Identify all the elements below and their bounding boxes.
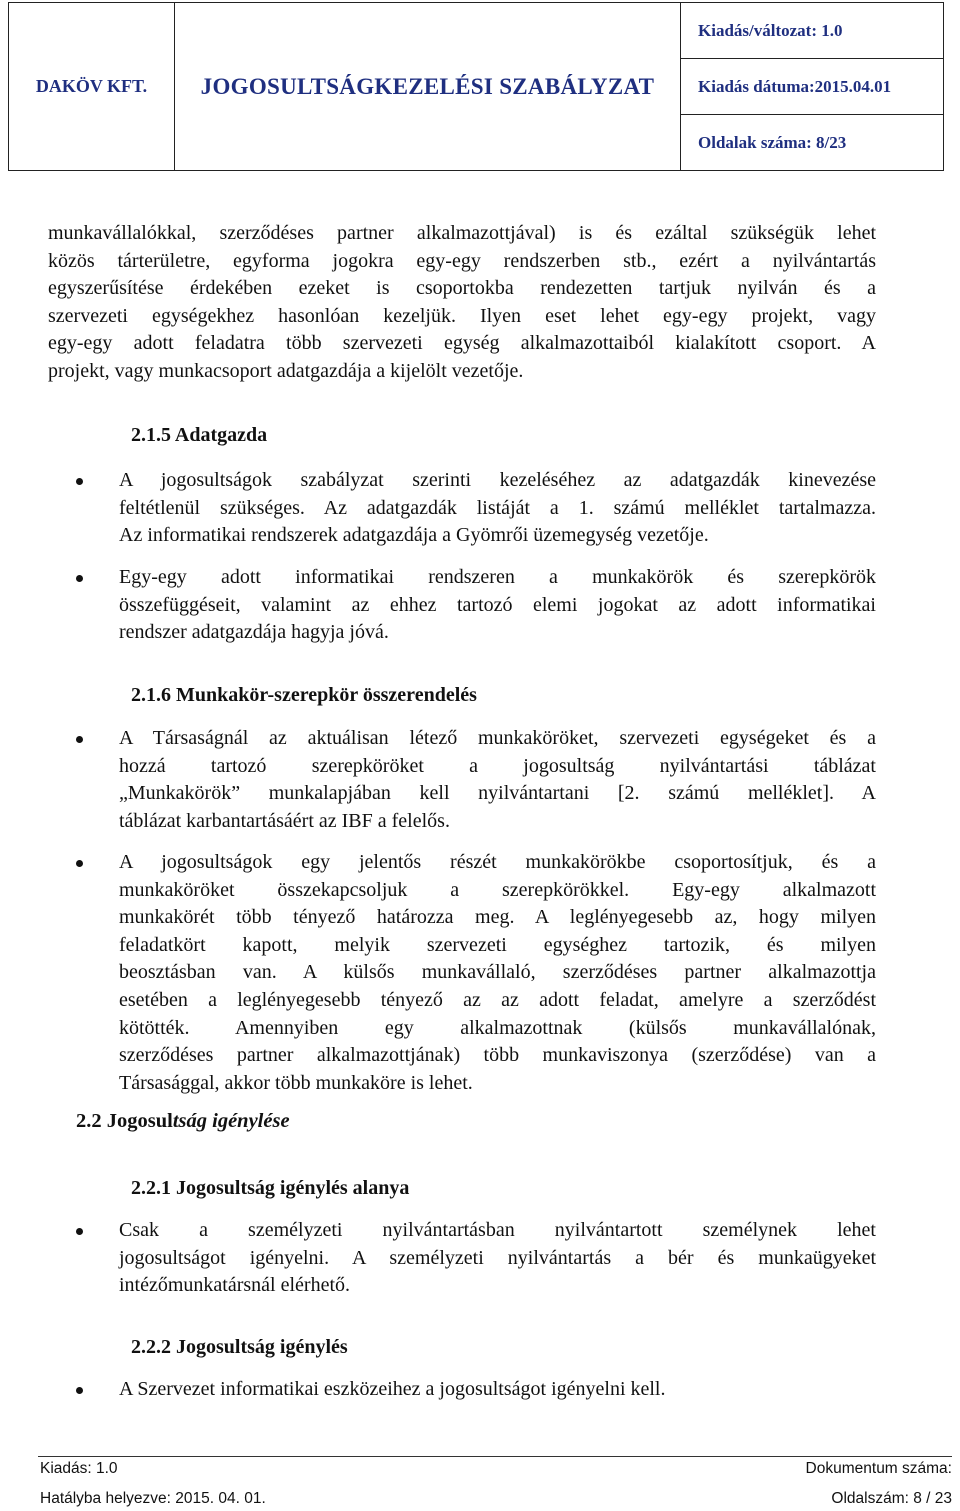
text-line: projekt, vagy munkacsoport adatgazdája a kijelölt vezetője. [48, 359, 524, 382]
intro-paragraph [48, 220, 876, 386]
text-line: jogosultságot igényelni. A személyzeti nyilvántartás a bér és munkaügyeket [119, 1246, 876, 1269]
text-line: Csak a személyzeti nyilvántartásban nyilvántartott személynek lehet [119, 1219, 876, 1241]
section-heading-2-2 [76, 1110, 290, 1133]
footer-divider [38, 1456, 952, 1457]
text-line: feltétlenül szükséges. Az adatgazdák listáját a 1. számú melléklet tartalmazza. [119, 496, 876, 519]
bullet-icon [76, 1228, 83, 1235]
issue-date-label: Kiadás dátuma:2015.04.01 [681, 59, 944, 115]
section-heading-2-2-1: 2.2.1 Jogosultság igénylés alanya [131, 1177, 410, 1199]
footer-issue: Kiadás: 1.0 [40, 1460, 118, 1477]
text-line: Egy-egy adott informatikai rendszeren a munkakörök és szerepkörök [119, 566, 876, 588]
text-line: A Társaságnál az aktuálisan létező munkaköröket, szervezeti egységeket és a [119, 727, 876, 749]
document-header [8, 2, 944, 171]
text-line: szervezeti egységekhez hasonlóan kezeljük. Ilyen eset lehet egy-egy projekt, vagy [48, 304, 876, 327]
text-line: A Szervezet informatikai eszközeihez a jogosultságot igényelni kell. [119, 1378, 666, 1400]
heading-text-italic: tság igénylése [172, 1110, 290, 1132]
text-line: beosztásban van. A külsős munkavállaló, szerződéses partner alkalmazottja [119, 961, 876, 984]
document-title: JOGOSULTSÁGKEZELÉSI SZABÁLYZAT [175, 3, 681, 171]
text-line: „Munkakörök” munkalapjában kell nyilvántartani [2. számú melléklet]. A [119, 782, 876, 805]
text-line: munkakörét több tényező határozza meg. A leglényegesebb az, hogy milyen [119, 906, 876, 929]
section-heading-2-1-5: 2.1.5 Adatgazda [131, 424, 268, 446]
text-line: munkaköröket összekapcsoljuk a szerepkörökkel. Egy-egy alkalmazott [119, 878, 876, 901]
text-line: Az informatikai rendszerek adatgazdája a Gyömrői üzemegység vezetője. [119, 524, 709, 547]
text-line: A jogosultságok szabályzat szerinti kezeléséhez az adatgazdák kinevezése [119, 469, 876, 491]
text-line: munkavállalókkal, szerződéses partner alkalmazottjával) is és ezáltal szükségük lehet [48, 222, 876, 244]
bullet-icon [76, 478, 83, 485]
section-heading-2-2-2: 2.2.2 Jogosultság igénylés [131, 1336, 348, 1358]
version-label: Kiadás/változat: 1.0 [681, 3, 944, 59]
page-count-label: Oldalak száma: 8/23 [681, 115, 944, 171]
bullet-icon [76, 736, 83, 743]
text-line: esetében a leglényegesebb tényező az az adott feladat, amelyre a szerződést [119, 988, 876, 1011]
text-line: hozzá tartozó szerepköröket a jogosultság nyilvántartási táblázat [119, 754, 876, 777]
bullet-icon [76, 575, 83, 582]
text-line: Társasággal, akkor több munkaköre is lehet. [119, 1071, 473, 1094]
heading-text: 2.2 Jogosul [76, 1110, 173, 1132]
text-line: egyszerűsítése érdekében ezeket is csoportokba rendezetten tartjuk nyilván és a [48, 277, 876, 300]
text-line: feladatkört kapott, melyik szervezeti egységhez tartozik, és milyen [119, 933, 876, 956]
text-line: A jogosultságok egy jelentős részét munkakörökbe csoportosítjuk, és a [119, 851, 876, 873]
section-heading-2-1-6: 2.1.6 Munkakör-szerepkör összerendelés [131, 684, 477, 706]
footer-effective-date: Hatályba helyezve: 2015. 04. 01. [40, 1490, 266, 1507]
text-line: rendszer adatgazdája hagyja jóvá. [119, 621, 389, 644]
footer-doc-number: Dokumentum száma: [805, 1460, 952, 1477]
company-name: DAKÖV KFT. [9, 3, 175, 171]
footer-page-number: Oldalszám: 8 / 23 [831, 1490, 952, 1507]
bullet-icon [76, 1387, 83, 1394]
text-line: összefüggéseit, valamint az ehhez tartozó elemi jogokat az adott informatikai [119, 593, 876, 616]
text-line: szerződéses partner alkalmazottjának) több munkaviszonya (szerződése) van a [119, 1044, 876, 1067]
text-line: egy-egy adott feladatra több szervezeti egység alkalmazottaiból kialakított csoport. A [48, 332, 876, 355]
text-line: közös tárterületre, egyforma jogokra egy-egy rendszerben stb., ezért a nyilvántartás [48, 249, 876, 272]
bullet-icon [76, 860, 83, 867]
text-line: táblázat karbantartásáért az IBF a felelős. [119, 809, 450, 832]
text-line: intézőmunkatársnál elérhető. [119, 1274, 351, 1297]
text-line: kötötték. Amennyiben egy alkalmazottnak (külsős munkavállalónak, [119, 1016, 876, 1039]
